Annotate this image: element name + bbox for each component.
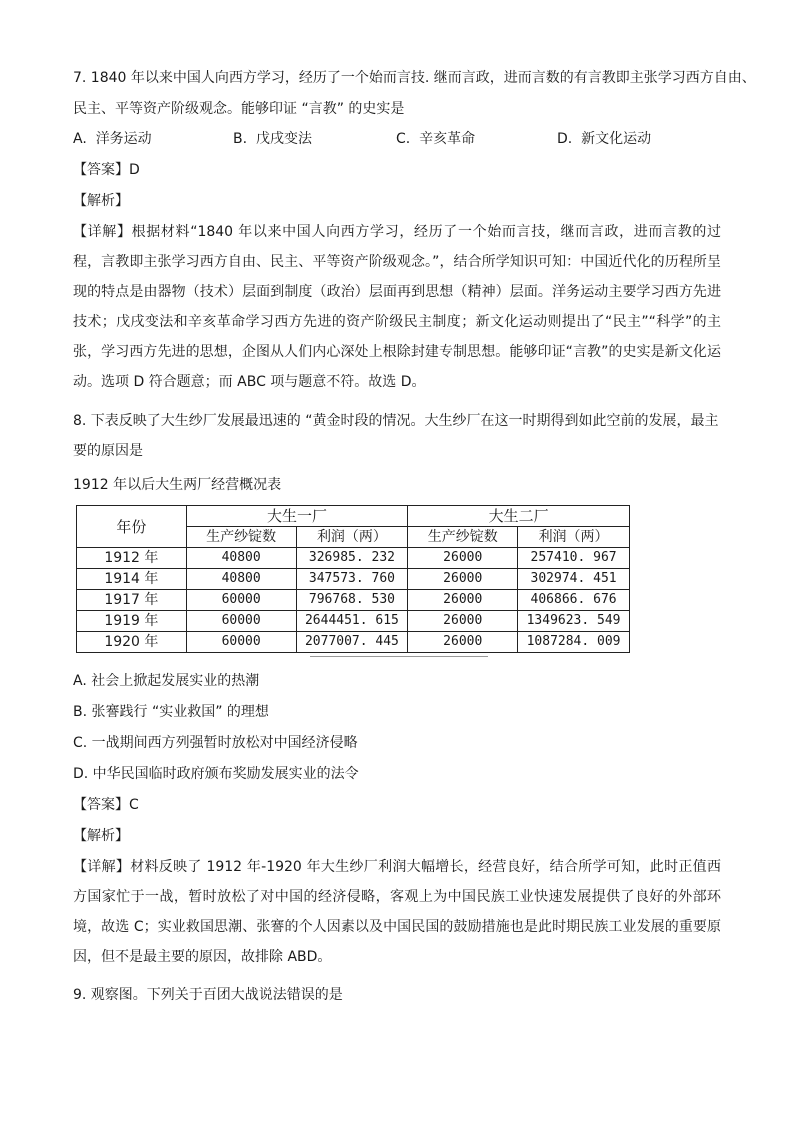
- table-header-factory1: 大生一厂: [186, 506, 408, 527]
- table-cell-profit-2: 406866. 676: [518, 590, 630, 611]
- table-row: [77, 611, 630, 632]
- q9-stem: 9. 观察图。下列关于百团大战说法错误的是: [73, 987, 343, 1003]
- q7-option-d-label: D.: [557, 131, 573, 147]
- table-row: [77, 548, 630, 569]
- q7-answer: [73, 160, 140, 180]
- q8-detail-tag: 【详解】: [73, 859, 131, 875]
- q7-option-b-label: B.: [233, 131, 248, 147]
- q8-option-a: A. 社会上掀起发展实业的热潮: [73, 673, 260, 689]
- table-row: [77, 632, 630, 653]
- table-subheader-profit-2: 利润（两）: [518, 527, 630, 548]
- table-row: [77, 590, 630, 611]
- table-subheader-spindles-1: 生产纱锭数: [186, 527, 296, 548]
- q8-answer: [73, 795, 139, 815]
- q7-option-c: [396, 128, 475, 148]
- table-header-year: 年份: [77, 506, 187, 548]
- table-row: [77, 569, 630, 590]
- q7-answer-value: D: [129, 162, 140, 178]
- q7-option-a: [73, 128, 152, 148]
- table-cell-profit-2: 1087284. 009: [518, 632, 630, 653]
- q7-option-b: [233, 128, 312, 148]
- q8-detail-text: 材料反映了 1912 年-1920 年大生纱厂利润大幅增长，经营良好，结合所学可知，此时正值西方国家忙于一战，暂时放松了对中国的经济侵略，客观上为中国民族工业快速发展提供了良好的外部环境，故选 C；实业救国思潮、张謇的个人因素以及中国民国的鼓励措施也是此时期民族工业发展的重要原因，但不是最主要的原因，故排除 ABD。: [73, 859, 721, 965]
- q8-option-b: B. 张謇践行 “实业救国” 的理想: [73, 704, 269, 720]
- table-cell-profit-1: 796768. 530: [296, 590, 408, 611]
- q7-answer-tag: 【答案】: [73, 162, 129, 178]
- table-cell-profit-2: 302974. 451: [518, 569, 630, 590]
- table-cell-spindles-1: 60000: [186, 611, 296, 632]
- table-cell-year: 1914 年: [77, 569, 187, 590]
- table-subheader-spindles-2: 生产纱锭数: [408, 527, 518, 548]
- table-cell-spindles-1: 60000: [186, 632, 296, 653]
- q8-stem-line1: 8. 下表反映了大生纱厂发展最迅速的 “黄金时段的情况。大生纱厂在这一时期得到如此空前的发展，最主: [73, 413, 719, 429]
- table-header-factory2: 大生二厂: [408, 506, 630, 527]
- q8-option-d: D. 中华民国临时政府颁布奖励发展实业的法令: [73, 766, 359, 782]
- table-cell-profit-1: 326985. 232: [296, 548, 408, 569]
- table-cell-year: 1917 年: [77, 590, 187, 611]
- table-cell-profit-1: 2644451. 615: [296, 611, 408, 632]
- q8-stem-line2: 要的原因是: [73, 443, 143, 459]
- table-header-row: [77, 506, 630, 527]
- q7-stem-line1: 7. 1840 年以来中国人向西方学习，经历了一个始而言技. 继而言政，进而言数的有言教即主张学习西方自由、: [73, 70, 756, 86]
- table-subheader-profit-1: 利润（两）: [296, 527, 408, 548]
- table-cell-spindles-1: 40800: [186, 569, 296, 590]
- table-cell-year: 1920 年: [77, 632, 187, 653]
- table-cell-spindles-2: 26000: [408, 548, 518, 569]
- table-cell-year: 1912 年: [77, 548, 187, 569]
- q7-detail-tag: 【详解】: [73, 224, 132, 240]
- table-cell-spindles-2: 26000: [408, 632, 518, 653]
- table-cell-profit-1: 2077007. 445: [296, 632, 408, 653]
- q8-data-table: [76, 505, 630, 653]
- q8-detail: [73, 852, 721, 972]
- q7-stem-line2: 民主、平等资产阶级观念。能够印证 “言教” 的史实是: [73, 101, 405, 117]
- table-cell-spindles-1: 60000: [186, 590, 296, 611]
- q7-option-a-label: A.: [73, 131, 87, 147]
- q7-option-d-text: 新文化运动: [581, 131, 652, 147]
- table-cell-spindles-2: 26000: [408, 569, 518, 590]
- q8-answer-tag: 【答案】: [73, 797, 129, 813]
- q7-option-b-text: 戊戌变法: [255, 131, 312, 147]
- q7-analysis-tag: 【解析】: [73, 193, 129, 209]
- q8-option-c: C. 一战期间西方列强暂时放松对中国经济侵略: [73, 735, 358, 751]
- q7-options: [73, 128, 733, 150]
- q8-analysis-tag: 【解析】: [73, 828, 129, 844]
- q7-detail-text: 根据材料“1840 年以来中国人向西方学习，经历了一个始而言技，继而言政，进而言教的过程，言教即主张学习西方自由、民主、平等资产阶级观念。”，结合所学知识可知：中国近代化的历程所呈现的特点是由器物（技术）层面到制度（政治）层面再到思想（精神）层面。洋务运动主要学习西方先进技术；戊戌变法和辛亥革命学习西方先进的资产阶级民主制度；新文化运动则提出了“民主”“科学”的主张，学习西方先进的思想，企图从人们内心深处上根除封建专制思想。能够印证“言教”的史实是新文化运动。选项 D 符合题意；而 ABC 项与题意不符。故选 D。: [73, 224, 721, 390]
- table-cell-spindles-2: 26000: [408, 611, 518, 632]
- table-cell-profit-2: 257410. 967: [518, 548, 630, 569]
- q7-option-c-label: C.: [396, 131, 411, 147]
- table-cell-year: 1919 年: [77, 611, 187, 632]
- table-cell-spindles-2: 26000: [408, 590, 518, 611]
- q7-option-c-text: 辛亥革命: [419, 131, 476, 147]
- table-cell-profit-1: 347573. 760: [296, 569, 408, 590]
- q7-detail: [73, 217, 721, 397]
- q7-option-a-text: 洋务运动: [95, 131, 152, 147]
- q8-answer-value: C: [129, 797, 139, 813]
- table-cell-spindles-1: 40800: [186, 548, 296, 569]
- q8-table-caption: 1912 年以后大生两厂经营概况表: [73, 477, 282, 493]
- q7-option-d: [557, 128, 651, 148]
- table-bottom-rule: [310, 656, 488, 657]
- table-cell-profit-2: 1349623. 549: [518, 611, 630, 632]
